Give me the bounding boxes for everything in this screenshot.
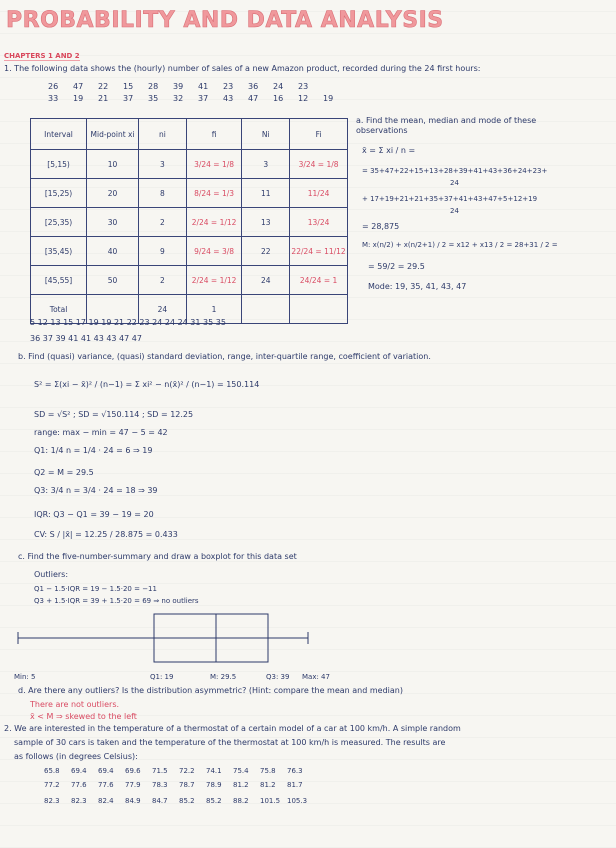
- data-value: 23: [223, 82, 234, 91]
- header-Ni: Ni: [242, 119, 290, 150]
- median-formula: M: x(n/2) + x(n/2+1) / 2 = x12 + x13 / 2 = 28+31 / 2 =: [362, 241, 558, 249]
- cell-N: 13: [242, 208, 290, 237]
- median-value: = 59/2 = 29.5: [368, 262, 425, 271]
- table-row: [31, 208, 348, 237]
- cell-interval: [45,55]: [31, 266, 87, 295]
- data-value: 82.3: [44, 797, 60, 805]
- part-d-prompt: d. Are there any outliers? Is the distribution asymmetric? (Hint: compare the mean and median): [18, 686, 403, 695]
- range: range: max − min = 47 − 5 = 42: [34, 428, 168, 437]
- table-row: [31, 237, 348, 266]
- coefficient-of-variation: CV: S / |x̄| = 12.25 / 28.875 = 0.433: [34, 530, 178, 539]
- mean-value: = 28,875: [362, 222, 400, 231]
- data-value: 84.9: [125, 797, 141, 805]
- data-value: 19: [73, 94, 84, 103]
- cell-N: 24: [242, 266, 290, 295]
- data-value: 82.4: [98, 797, 114, 805]
- data-value: 74.1: [206, 767, 222, 775]
- temperature-row-3: [44, 796, 314, 806]
- data-row-1: [48, 82, 323, 92]
- data-value: 21: [98, 94, 109, 103]
- data-value: 76.3: [287, 767, 303, 775]
- sorted-data-row-1: 5 12 13 15 17 19 19 21 22 23 24 24 24 31 35 35: [30, 318, 226, 327]
- data-value: 71.5: [152, 767, 168, 775]
- mean-denominator-2: 24: [450, 207, 459, 215]
- data-value: 81.7: [287, 781, 303, 789]
- data-value: 69.4: [71, 767, 87, 775]
- data-value: 105.3: [287, 797, 308, 805]
- boxplot-label-median: M: 29.5: [210, 673, 237, 681]
- boxplot: [14, 600, 314, 670]
- data-value: 77.9: [125, 781, 141, 789]
- table-header-row: [31, 119, 348, 150]
- total-f: 1: [186, 295, 242, 324]
- cell-F: 3/24 = 1/8: [290, 150, 348, 179]
- cell-n: 3: [139, 150, 187, 179]
- table-row: [31, 266, 348, 295]
- question-2-prompt-1: 2. We are interested in the temperature of a thermostat of a certain model of a car at 100 km/h. A simple random: [4, 724, 461, 733]
- part-d-answer-1: There are not outliers.: [30, 700, 120, 709]
- chapters-heading: CHAPTERS 1 AND 2: [4, 52, 80, 60]
- cell-f: 8/24 = 1/3: [186, 179, 242, 208]
- mode-value: Mode: 19, 35, 41, 43, 47: [368, 282, 467, 291]
- data-value: 28: [148, 82, 159, 91]
- cell-F: 13/24: [290, 208, 348, 237]
- outliers-heading: Outliers:: [34, 570, 69, 579]
- header-interval: Interval: [31, 119, 87, 150]
- part-c-prompt: c. Find the five-number-summary and draw a boxplot for this data set: [18, 552, 297, 561]
- mean-formula: x̄ = Σ xi / n =: [362, 146, 416, 155]
- cell-f: 9/24 = 3/8: [186, 237, 242, 266]
- total-label: Total: [31, 295, 87, 324]
- quartile-1: Q1: 1/4 n = 1/4 · 24 = 6 ⇒ 19: [34, 446, 153, 455]
- cell-mid: 20: [87, 179, 139, 208]
- cell-mid: 10: [87, 150, 139, 179]
- data-value: 37: [198, 94, 209, 103]
- data-value: 41: [198, 82, 209, 91]
- boxplot-label-q3: Q3: 39: [266, 673, 290, 681]
- frequency-table: [30, 118, 348, 324]
- data-value: 43: [223, 94, 234, 103]
- data-value: 26: [48, 82, 59, 91]
- sorted-data-row-2: 36 37 39 41 41 43 43 47 47: [30, 334, 142, 343]
- header-ni: ni: [139, 119, 187, 150]
- data-value: 77.6: [98, 781, 114, 789]
- data-value: 85.2: [179, 797, 195, 805]
- data-value: 36: [248, 82, 259, 91]
- upper-fence: Q3 + 1.5·IQR = 39 + 1.5·20 = 69 ⇒ no outliers: [34, 597, 199, 605]
- data-value: 37: [123, 94, 134, 103]
- data-value: 84.7: [152, 797, 168, 805]
- data-value: 69.4: [98, 767, 114, 775]
- cell-N: 11: [242, 179, 290, 208]
- variance-formula: S² = Σ(xi − x̄)² / (n−1) = Σ xi² − n(x̄)² / (n−1) = 150.114: [34, 380, 260, 389]
- mean-denominator-1: 24: [450, 179, 459, 187]
- data-value: 24: [273, 82, 284, 91]
- data-value: 78.7: [179, 781, 195, 789]
- cell-interval: [5,15): [31, 150, 87, 179]
- data-value: 88.2: [233, 797, 249, 805]
- cell-f: 2/24 = 1/12: [186, 266, 242, 295]
- data-value: 77.6: [71, 781, 87, 789]
- lower-fence: Q1 − 1.5·IQR = 19 − 1.5·20 = −11: [34, 585, 157, 593]
- total-n: 24: [139, 295, 187, 324]
- cell-n: 2: [139, 266, 187, 295]
- data-value: 72.2: [179, 767, 195, 775]
- cell-mid: 40: [87, 237, 139, 266]
- data-value: 77.2: [44, 781, 60, 789]
- data-value: 32: [173, 94, 184, 103]
- header-Fi: Fi: [290, 119, 348, 150]
- mean-sum-line-2: + 17+19+21+21+35+37+41+43+47+5+12+19: [362, 195, 538, 203]
- cell-F: 11/24: [290, 179, 348, 208]
- data-value: 78.9: [206, 781, 222, 789]
- data-value: 35: [148, 94, 159, 103]
- cell-mid: 50: [87, 266, 139, 295]
- cell-n: 8: [139, 179, 187, 208]
- cell-interval: [35,45): [31, 237, 87, 266]
- part-b-prompt: b. Find (quasi) variance, (quasi) standard deviation, range, inter-quartile range, coefficient of variation.: [18, 352, 431, 361]
- data-value: 81.2: [260, 781, 276, 789]
- data-value: 69.6: [125, 767, 141, 775]
- inter-quartile-range: IQR: Q3 − Q1 = 39 − 19 = 20: [34, 510, 154, 519]
- table-row: [31, 150, 348, 179]
- header-midpoint: Mid-point xi: [87, 119, 139, 150]
- data-value: 23: [298, 82, 309, 91]
- data-value: 47: [73, 82, 84, 91]
- question-1-prompt: 1. The following data shows the (hourly) number of sales of a new Amazon product, recorded during the 24 first hours:: [4, 64, 481, 73]
- quartile-3: Q3: 3/4 n = 3/4 · 24 = 18 ⇒ 39: [34, 486, 158, 495]
- data-value: 12: [298, 94, 309, 103]
- table-row: [31, 179, 348, 208]
- data-value: 82.3: [71, 797, 87, 805]
- data-value: 75.8: [260, 767, 276, 775]
- data-value: 47: [248, 94, 259, 103]
- cell-n: 9: [139, 237, 187, 266]
- data-value: 101.5: [260, 797, 281, 805]
- data-value: 39: [173, 82, 184, 91]
- data-value: 65.8: [44, 767, 60, 775]
- data-value: 75.4: [233, 767, 249, 775]
- data-value: 16: [273, 94, 284, 103]
- cell-mid: 30: [87, 208, 139, 237]
- data-value: 15: [123, 82, 134, 91]
- part-d-answer-2: x̄ < M ⇒ skewed to the left: [30, 712, 137, 721]
- cell-f: 2/24 = 1/12: [186, 208, 242, 237]
- data-value: 22: [98, 82, 109, 91]
- header-fi: fi: [186, 119, 242, 150]
- temperature-row-2: [44, 780, 314, 790]
- data-value: 81.2: [233, 781, 249, 789]
- part-a-prompt: a. Find the mean, median and mode of these observations: [356, 116, 537, 135]
- standard-deviation: SD = √S² ; SD = √150.114 ; SD = 12.25: [34, 410, 194, 419]
- data-value: 78.3: [152, 781, 168, 789]
- question-2-prompt-2: sample of 30 cars is taken and the temperature of the thermostat at 100 km/h is measured. The results are: [14, 738, 446, 747]
- cell-interval: [15,25): [31, 179, 87, 208]
- data-value: 85.2: [206, 797, 222, 805]
- mean-sum-line-1: = 35+47+22+15+13+28+39+41+43+36+24+23+: [362, 167, 548, 175]
- cell-f: 3/24 = 1/8: [186, 150, 242, 179]
- cell-F: 24/24 = 1: [290, 266, 348, 295]
- boxplot-label-q1: Q1: 19: [150, 673, 174, 681]
- cell-N: 22: [242, 237, 290, 266]
- quartile-2: Q2 = M = 29.5: [34, 468, 94, 477]
- cell-N: 3: [242, 150, 290, 179]
- temperature-row-1: [44, 766, 314, 776]
- boxplot-label-min: Min: 5: [14, 673, 36, 681]
- cell-n: 2: [139, 208, 187, 237]
- cell-F: 22/24 = 11/12: [290, 237, 348, 266]
- question-2-prompt-3: as follows (in degrees Celsius):: [14, 752, 138, 761]
- boxplot-label-max: Max: 47: [302, 673, 330, 681]
- data-row-2: [48, 94, 348, 104]
- page-title: PROBABILITY AND DATA ANALYSIS: [6, 8, 444, 33]
- data-value: 33: [48, 94, 59, 103]
- cell-interval: [25,35): [31, 208, 87, 237]
- data-value: 19: [323, 94, 334, 103]
